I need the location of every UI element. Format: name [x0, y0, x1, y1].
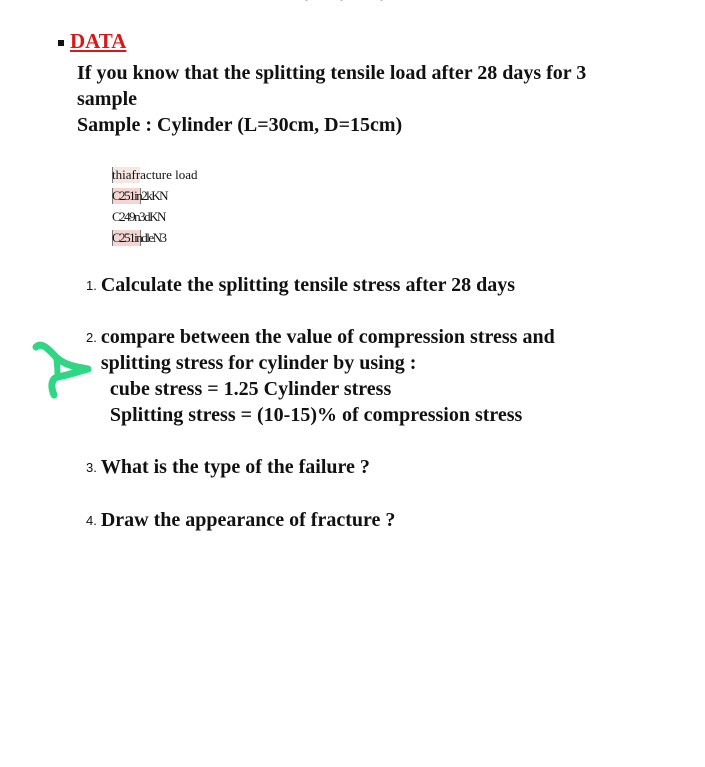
table-row [112, 227, 198, 248]
intro-line-1: If you know that the splitting tensile load after 28 days for 3 [77, 62, 587, 84]
handwritten-scribble-icon [28, 337, 96, 403]
question-1 [86, 272, 515, 299]
question-body [101, 324, 555, 428]
top-edge-marks [300, 0, 390, 4]
question-number: 3. [86, 460, 97, 475]
section-heading: DATA [70, 29, 127, 53]
formula-line: cube stress = 1.25 Cylinder stress [109, 378, 392, 400]
question-line: compare between the value of compression stress and [100, 326, 555, 348]
intro-line-3: Sample : Cylinder (L=30cm, D=15cm) [77, 114, 403, 136]
intro-paragraph [77, 60, 677, 138]
question-4 [86, 507, 395, 534]
formula-line: Splitting stress = (10-15)% of compression stress [109, 404, 523, 426]
table-row [112, 206, 198, 227]
question-text: Calculate the splitting tensile stress after 28 days [100, 274, 516, 296]
square-bullet-icon [58, 40, 64, 46]
question-text: What is the type of the failure ? [100, 456, 370, 478]
table-cell-text: thiafracture load [112, 167, 198, 182]
table-cell-text: C251indleN3 [112, 230, 166, 245]
table-cell-text: C251in2kKN [112, 188, 168, 203]
question-3 [86, 454, 370, 481]
data-table [112, 164, 198, 248]
question-2 [86, 324, 555, 428]
intro-line-2: sample [77, 88, 137, 110]
question-number: 1. [86, 278, 97, 293]
question-number: 2. [86, 330, 97, 345]
question-text: Draw the appearance of fracture ? [100, 509, 396, 531]
table-cell-text: C249n3dKN [112, 209, 165, 224]
question-line: splitting stress for cylinder by using : [100, 352, 417, 374]
table-row [112, 164, 198, 185]
table-row [112, 185, 198, 206]
question-number: 4. [86, 513, 97, 528]
